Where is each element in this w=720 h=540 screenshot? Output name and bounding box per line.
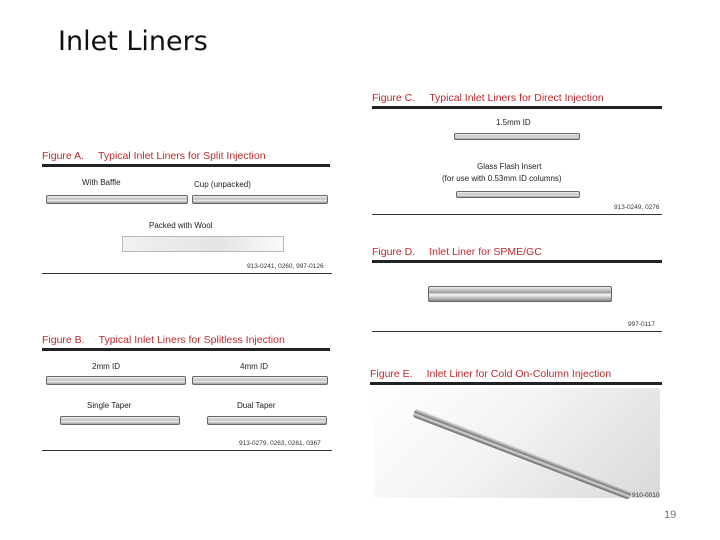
figure-b [42, 334, 332, 456]
figure-a-title: Typical Inlet Liners for Split Injection [98, 150, 266, 162]
flash-insert-image [456, 191, 580, 198]
figure-c-top-rule [372, 106, 662, 109]
figure-c [372, 92, 664, 216]
figure-e [370, 368, 664, 504]
figure-b-label-4mm: 4mm ID [240, 362, 268, 371]
dual-taper-liner-image [207, 416, 327, 425]
figure-d-ref: 997-0117 [628, 321, 655, 328]
figure-d-letter: Figure D. [372, 246, 416, 258]
figure-d-bottom-rule [372, 331, 662, 332]
figure-a-heading [42, 150, 266, 162]
figure-a-label-baffle: With Baffle [82, 178, 121, 187]
figure-a-label-wool: Packed with Wool [149, 221, 213, 230]
figure-e-top-rule [370, 382, 662, 385]
wool-packed-liner-image [122, 236, 284, 252]
figure-c-ref: 913-0249, 0276 [614, 204, 660, 211]
figure-c-title: Typical Inlet Liners for Direct Injection [429, 92, 604, 104]
figure-b-letter: Figure B. [42, 334, 85, 346]
figure-b-label-2mm: 2mm ID [92, 362, 120, 371]
figure-c-letter: Figure C. [372, 92, 416, 104]
figure-b-ref: 913-0279, 0263, 0261, 0367 [239, 440, 321, 447]
figure-d-heading [372, 246, 542, 258]
figure-d-title: Inlet Liner for SPME/GC [429, 246, 542, 258]
on-column-liner-image [412, 408, 632, 500]
figure-b-top-rule [42, 348, 330, 351]
figure-c-label-flash-note: (for use with 0.53mm ID columns) [442, 174, 562, 183]
figure-b-title: Typical Inlet Liners for Splitless Injection [98, 334, 285, 346]
figure-a-top-rule [42, 164, 330, 167]
cold-on-column-photo [374, 388, 660, 498]
figure-b-bottom-rule [42, 450, 332, 451]
figure-e-heading [370, 368, 611, 380]
figure-a-bottom-rule [42, 273, 332, 274]
slide-title: Inlet Liners [58, 26, 208, 57]
figure-d-top-rule [372, 260, 662, 263]
figure-a-ref: 913-0241, 0260, 997-0126 [247, 263, 324, 270]
single-taper-liner-image [60, 416, 180, 425]
figure-c-label-flash-insert: Glass Flash Insert [477, 162, 542, 171]
figure-a-label-cup: Cup (unpacked) [194, 180, 251, 189]
page-number: 19 [664, 509, 677, 521]
spme-liner-image [428, 286, 612, 302]
figure-c-label-1-5mm: 1.5mm ID [496, 118, 531, 127]
baffle-liner-image [46, 195, 188, 204]
figure-b-label-dual-taper: Dual Taper [237, 401, 276, 410]
liner-2mm-image [46, 376, 186, 385]
figure-d [372, 246, 664, 334]
liner-4mm-image [192, 376, 328, 385]
figure-a [42, 150, 332, 275]
figure-c-bottom-rule [372, 214, 662, 215]
figure-e-ref: 910-0010 [632, 492, 660, 499]
cup-liner-image [192, 195, 328, 204]
figure-b-label-single-taper: Single Taper [87, 401, 132, 410]
figure-c-heading [372, 92, 604, 104]
direct-liner-1-5mm-image [454, 133, 580, 140]
figure-e-title: Inlet Liner for Cold On-Column Injection [426, 368, 612, 380]
figure-a-letter: Figure A. [42, 150, 85, 162]
figure-e-letter: Figure E. [370, 368, 413, 380]
figure-b-heading [42, 334, 285, 346]
